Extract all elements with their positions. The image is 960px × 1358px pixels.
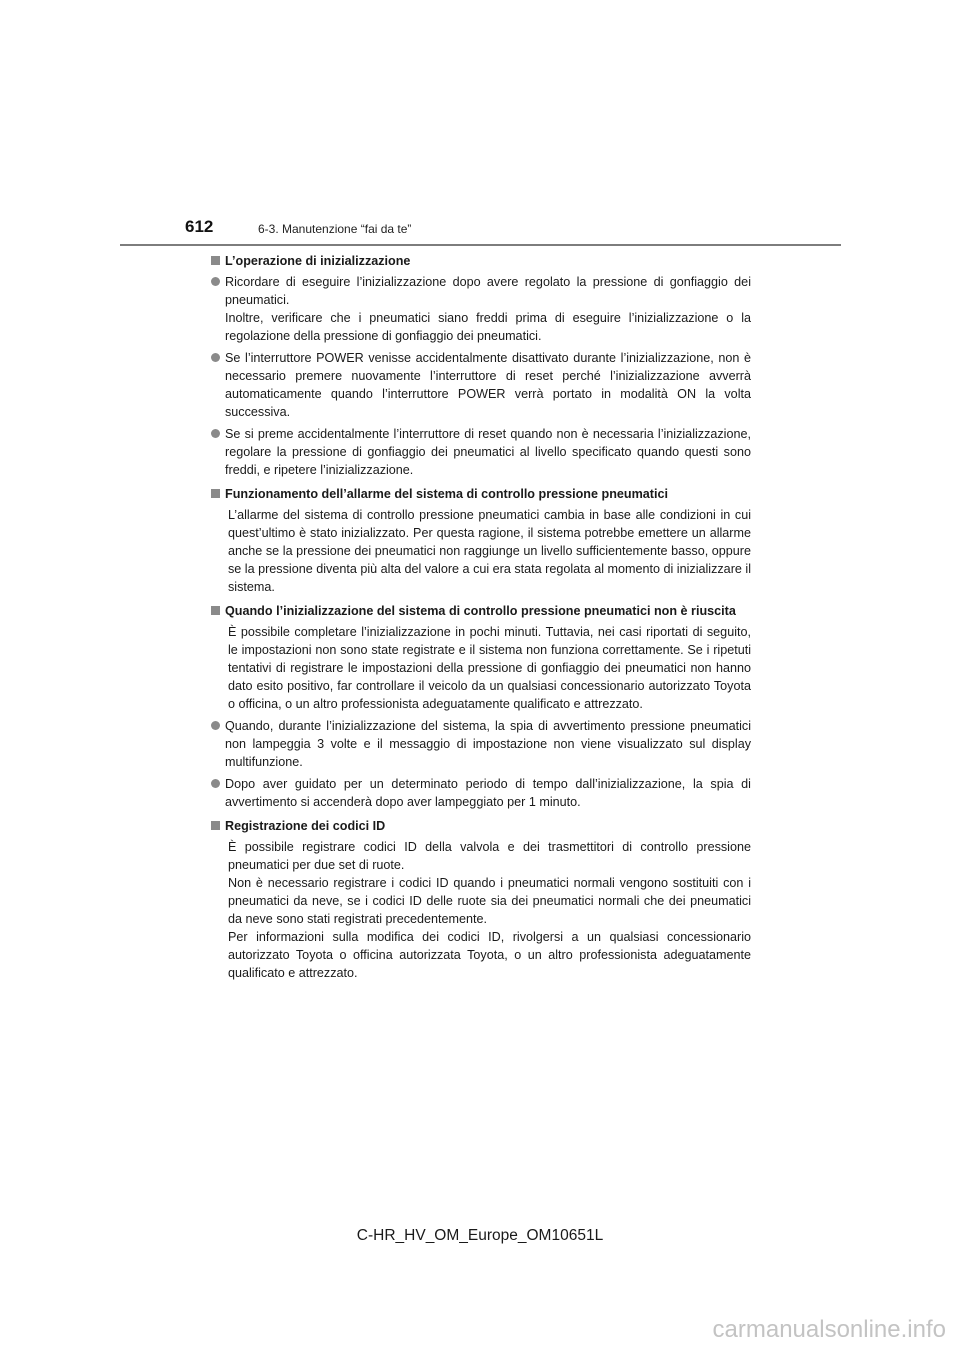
list-item [211,425,751,479]
list-item-line: Inoltre, verificare che i pneumatici siano freddi prima di eseguire l’inizializzazione o la regolazione della pressione di gonfiaggio dei pneumatici. [225,311,751,343]
section-heading-text: Quando l’inizializzazione del sistema di controllo pressione pneumatici non è riuscita [225,604,736,618]
paragraph-line: È possibile registrare codici ID della valvola e dei trasmettitori di controllo pressione pneumatici per due set di ruote. [228,840,751,872]
watermark[interactable]: carmanualsonline.info [712,1316,946,1343]
list-item [211,717,751,771]
list-item-text [225,273,751,345]
list-item-line: Ricordare di eseguire l’inizializzazione dopo avere regolato la pressione di gonfiaggio dei pneumatici. [225,275,751,307]
list-item [211,775,751,811]
list-item-line: Se l’interruttore POWER venisse accidentalmente disattivato durante l’inizializzazione, non è necessario premere nuovamente l’interruttore di reset perché l’inizializzazione avverrà automaticamente quando l’interruttore POWER verrà portato in modalità ON la volta successiva. [225,351,751,419]
list-item-line: Se si preme accidentalmente l’interruttore di reset quando non è necessaria l’inizializzazione, regolare la pressione di gonfiaggio dei pneumatici al livello specificato quando questi sono freddi, e ripetere l’inizializzazione. [225,427,751,477]
square-bullet-icon [211,489,220,498]
section-paragraph [228,838,751,982]
round-bullet-icon [211,353,220,362]
document-id: C-HR_HV_OM_Europe_OM10651L [356,1227,604,1244]
list-item-text [225,717,751,771]
section-heading-text: L’operazione di inizializzazione [225,254,411,268]
main-content [211,252,751,986]
list-item-line: Dopo aver guidato per un determinato periodo di tempo dall’inizializzazione, la spia di avvertimento si accenderà dopo aver lampeggiato per 1 minuto. [225,777,751,809]
list-item-text [225,349,751,421]
list-item-text [225,425,751,479]
round-bullet-icon [211,277,220,286]
round-bullet-icon [211,779,220,788]
square-bullet-icon [211,606,220,615]
section-paragraph: È possibile completare l’inizializzazione in pochi minuti. Tuttavia, nei casi riportati di seguito, le impostazioni non sono state registrate e il sistema non funziona correttamente. Se i ripetuti tentativi di registrare le impostazioni della pressione di gonfiaggio dei pneumatici non hanno dato esito positivo, far controllare il veicolo da un qualsiasi concessionario autorizzato Toyota o officina, o un altro professionista adeguatamente qualificato e attrezzato. [228,625,751,711]
list-item [211,349,751,421]
square-bullet-icon [211,256,220,265]
page-number: 612 [185,217,214,236]
section-heading [211,817,751,835]
list-item-line: Quando, durante l’inizializzazione del sistema, la spia di avvertimento pressione pneumatici non lampeggia 3 volte e il messaggio di impostazione non viene visualizzato sul display multifunzione. [225,719,751,769]
round-bullet-icon [211,721,220,730]
header-rule [120,244,841,246]
section-paragraph: L’allarme del sistema di controllo pressione pneumatici cambia in base alle condizioni in cui quest’ultimo è stato inizializzato. Per questa ragione, il sistema potrebbe emettere un allarme anche se la pressione dei pneumatici non raggiunge un livello sufficientemente basso, oppure se la pressione diventa più alta del valore a cui era stata regolata al momento di inizializzare il sistema. [228,508,751,594]
section-heading [211,602,751,620]
paragraph-line: Non è necessario registrare i codici ID quando i pneumatici normali vengono sostituiti con i pneumatici da neve, se i codici ID delle ruote sia dei pneumatici normali che dei pneumatici da neve sono stati registrati precedentemente. [228,876,751,926]
section-title: 6-3. Manutenzione “fai da te” [258,222,412,236]
section-heading-text: Registrazione dei codici ID [225,819,386,833]
paragraph-line: Per informazioni sulla modifica dei codici ID, rivolgersi a un qualsiasi concessionario autorizzato Toyota o officina autorizzata Toyota, o un altro professionista adeguatamente qualificato e attrezzato. [228,930,751,980]
section-heading [211,252,751,270]
section-heading-text: Funzionamento dell’allarme del sistema di controllo pressione pneumatici [225,487,668,501]
square-bullet-icon [211,821,220,830]
round-bullet-icon [211,429,220,438]
list-item [211,273,751,345]
section-heading [211,485,751,503]
list-item-text [225,775,751,811]
